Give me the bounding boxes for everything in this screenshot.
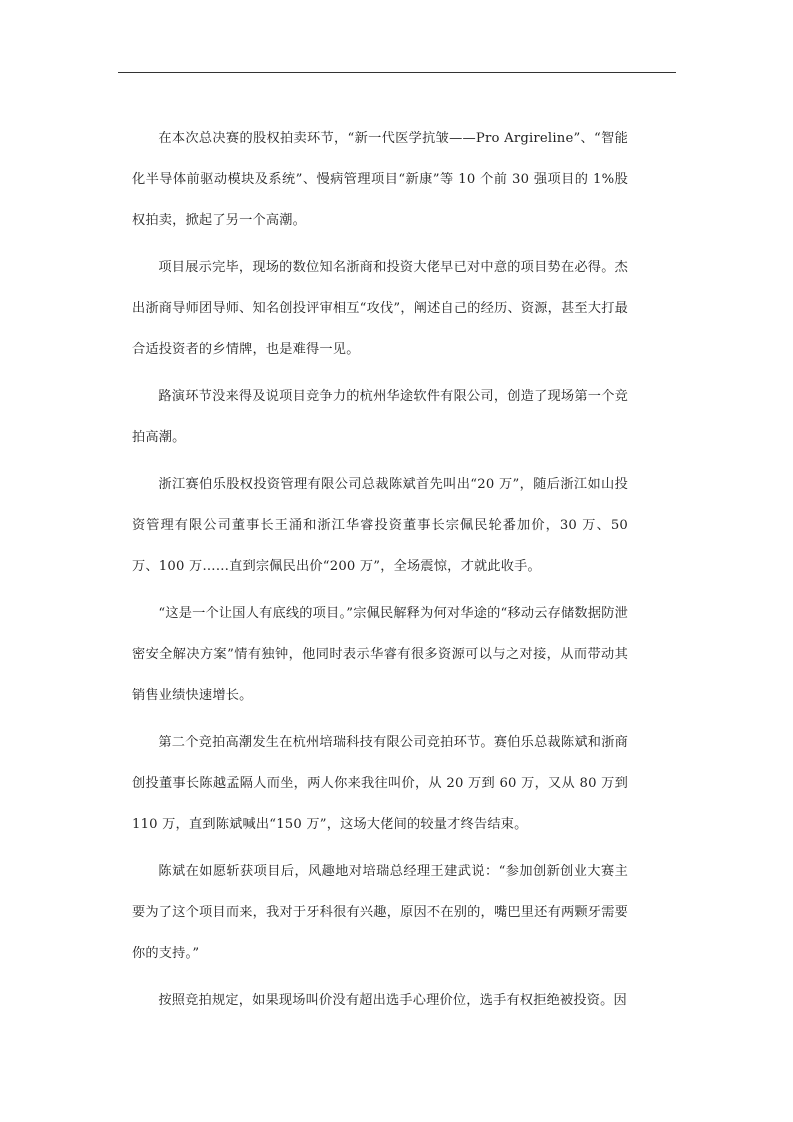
paragraph: 第二个竞拍高潮发生在杭州培瑞科技有限公司竞拍环节。赛伯乐总裁陈斌和浙商创投董事长陈越孟隔人而坐，两人你来我往叫价，从 20 万到 60 万，又从 80 万到 110 万，直到陈斌喊出“150 万”，这场大佬间的较量才终告结束。 bbox=[132, 735, 628, 832]
document-body bbox=[132, 118, 628, 1027]
paragraph: 项目展示完毕，现场的数位知名浙商和投资大佬早已对中意的项目势在必得。杰出浙商导师团导师、知名创投评审相互“攻伐”，阐述自己的经历、资源，甚至大打最合适投资者的乡情牌，也是难得一见。 bbox=[132, 260, 628, 357]
header-rule bbox=[118, 72, 676, 73]
paragraph: 在本次总决赛的股权拍卖环节，“新一代医学抗皱——Pro Argireline”、“智能化半导体前驱动模块及系统”、慢病管理项目“新康”等 10 个前 30 强项目的 1%股权拍卖，掀起了另一个高潮。 bbox=[132, 131, 628, 228]
paragraph: 按照竞拍规定，如果现场叫价没有超出选手心理价位，选手有权拒绝被投资。因 bbox=[158, 993, 627, 1008]
paragraph: 陈斌在如愿斩获项目后，风趣地对培瑞总经理王建武说：“参加创新创业大赛主要为了这个项目而来，我对于牙科很有兴趣，原因不在别的，嘴巴里还有两颗牙需要你的支持。” bbox=[132, 864, 628, 961]
paragraph: “这是一个让国人有底线的项目。”宗佩民解释为何对华途的“移动云存储数据防泄密安全解决方案”情有独钟，他同时表示华睿有很多资源可以与之对接，从而带动其销售业绩快速增长。 bbox=[132, 606, 628, 703]
paragraph: 路演环节没来得及说项目竞争力的杭州华途软件有限公司，创造了现场第一个竞拍高潮。 bbox=[132, 389, 628, 445]
paragraph: 浙江赛伯乐股权投资管理有限公司总裁陈斌首先叫出“20 万”，随后浙江如山投资管理有限公司董事长王涌和浙江华睿投资董事长宗佩民轮番加价，30 万、50 万、100 万……直到宗佩民出价“200 万”，全场震惊，才就此收手。 bbox=[132, 477, 628, 574]
